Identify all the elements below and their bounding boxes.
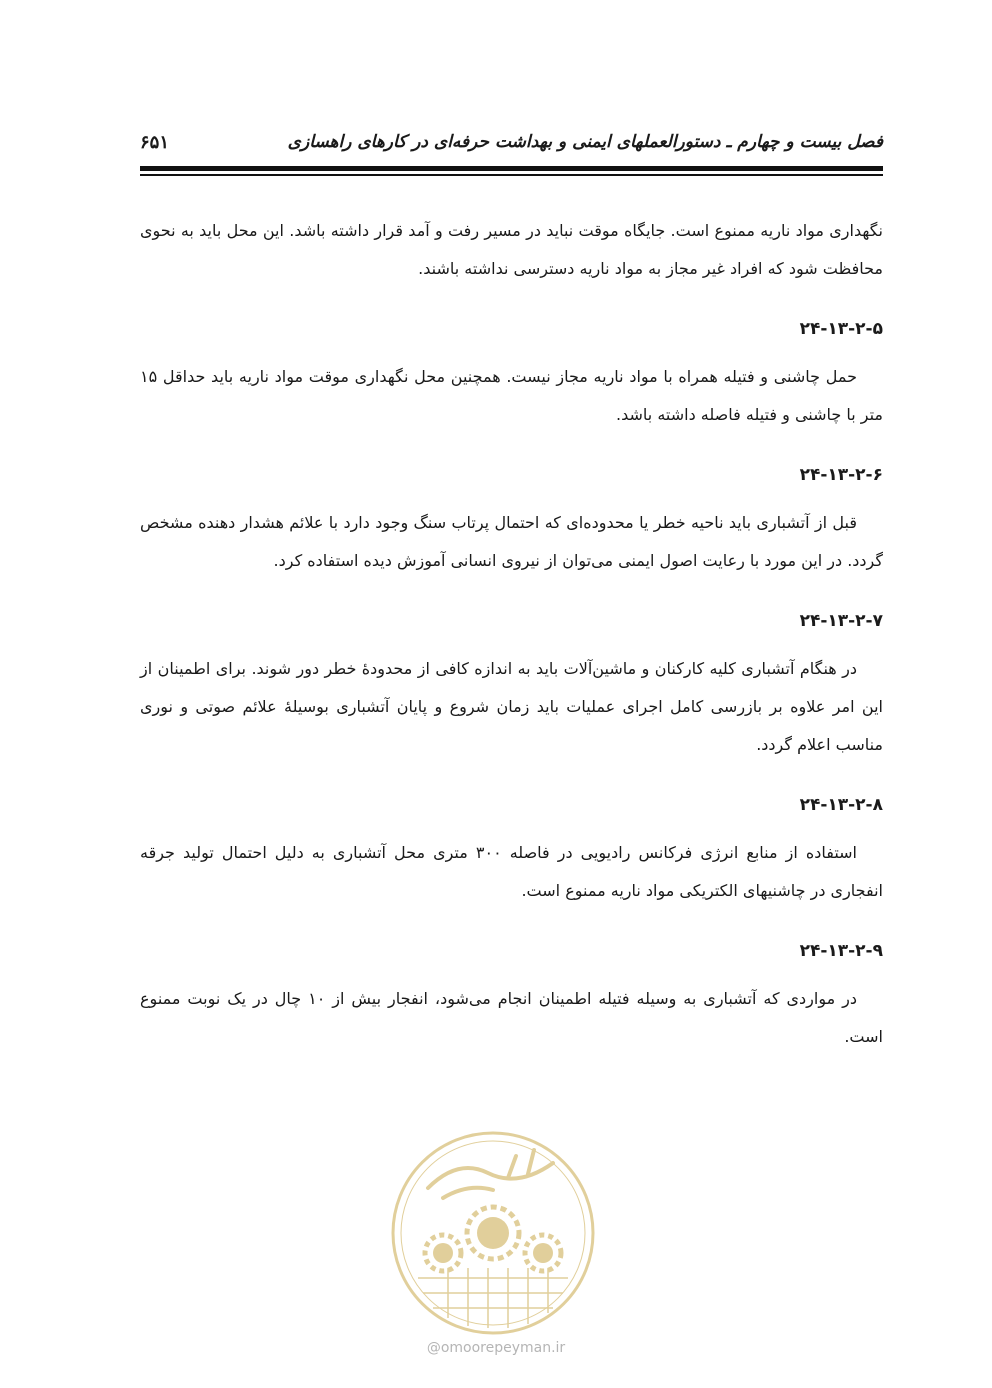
section-number-8: ۲۴-۱۳-۲-۸ — [799, 795, 883, 815]
page-number: ۶۵۱ — [140, 132, 170, 153]
section-number-9: ۲۴-۱۳-۲-۹ — [799, 941, 883, 961]
watermark-url: @omoorepeyman.ir — [426, 1340, 566, 1356]
header-rule-thin — [140, 174, 883, 176]
header-rule-thick — [140, 166, 883, 171]
page-header — [140, 128, 883, 168]
page-body — [140, 212, 883, 1056]
section-number-6: ۲۴-۱۳-۲-۶ — [799, 465, 883, 485]
section-text-7: در هنگام آتشباری کلیه کارکنان و ماشین‌آلات باید به اندازه کافی از محدودهٔ خطر دور شوند. برای اطمینان از این امر علاوه بر بازرسی کامل اجرای عملیات باید زمان شروع و پایان آتشباری بوسیلهٔ علائم صوتی و نوری مناسب اعلام گردد. — [140, 659, 883, 754]
section-number-5: ۲۴-۱۳-۲-۵ — [799, 319, 883, 339]
section-text-9: در مواردی که آتشباری به وسیله فتیله اطمینان انجام می‌شود، انفجار بیش از ۱۰ چال در یک نوبت ممنوع است. — [140, 989, 883, 1046]
watermark-seal-logo — [388, 1128, 598, 1338]
section-text-5: حمل چاشنی و فتیله همراه با مواد ناریه مجاز نیست. همچنین محل نگهداری موقت مواد ناریه باید حداقل ۱۵ متر با چاشنی و فتیله فاصله داشته باشد. — [140, 367, 883, 424]
chapter-title: فصل بیست و چهارم ـ دستورالعملهای ایمنی و بهداشت حرفه‌ای در کارهای راهسازی — [287, 132, 883, 152]
intro-paragraph: نگهداری مواد ناریه ممنوع است. جایگاه موقت نباید در مسیر رفت و آمد قرار داشته باشد. این محل باید به نحوی محافظت شود که افراد غیر مجاز به مواد ناریه دسترسی نداشته باشند. — [140, 221, 883, 278]
section-number-7: ۲۴-۱۳-۲-۷ — [799, 611, 883, 631]
section-text-6: قبل از آتشباری باید ناحیه خطر یا محدوده‌ای که احتمال پرتاب سنگ وجود دارد با علائم هشدار دهنده مشخص گردد. در این مورد با رعایت اصول ایمنی می‌توان از نیروی انسانی آموزش دیده استفاده کرد. — [140, 513, 883, 570]
section-text-8: استفاده از منابع انرژی فرکانس رادیویی در فاصله ۳۰۰ متری محل آتشباری به دلیل احتمال تولید جرقه انفجاری در چاشنیهای الکتریکی مواد ناریه ممنوع است. — [140, 843, 883, 900]
